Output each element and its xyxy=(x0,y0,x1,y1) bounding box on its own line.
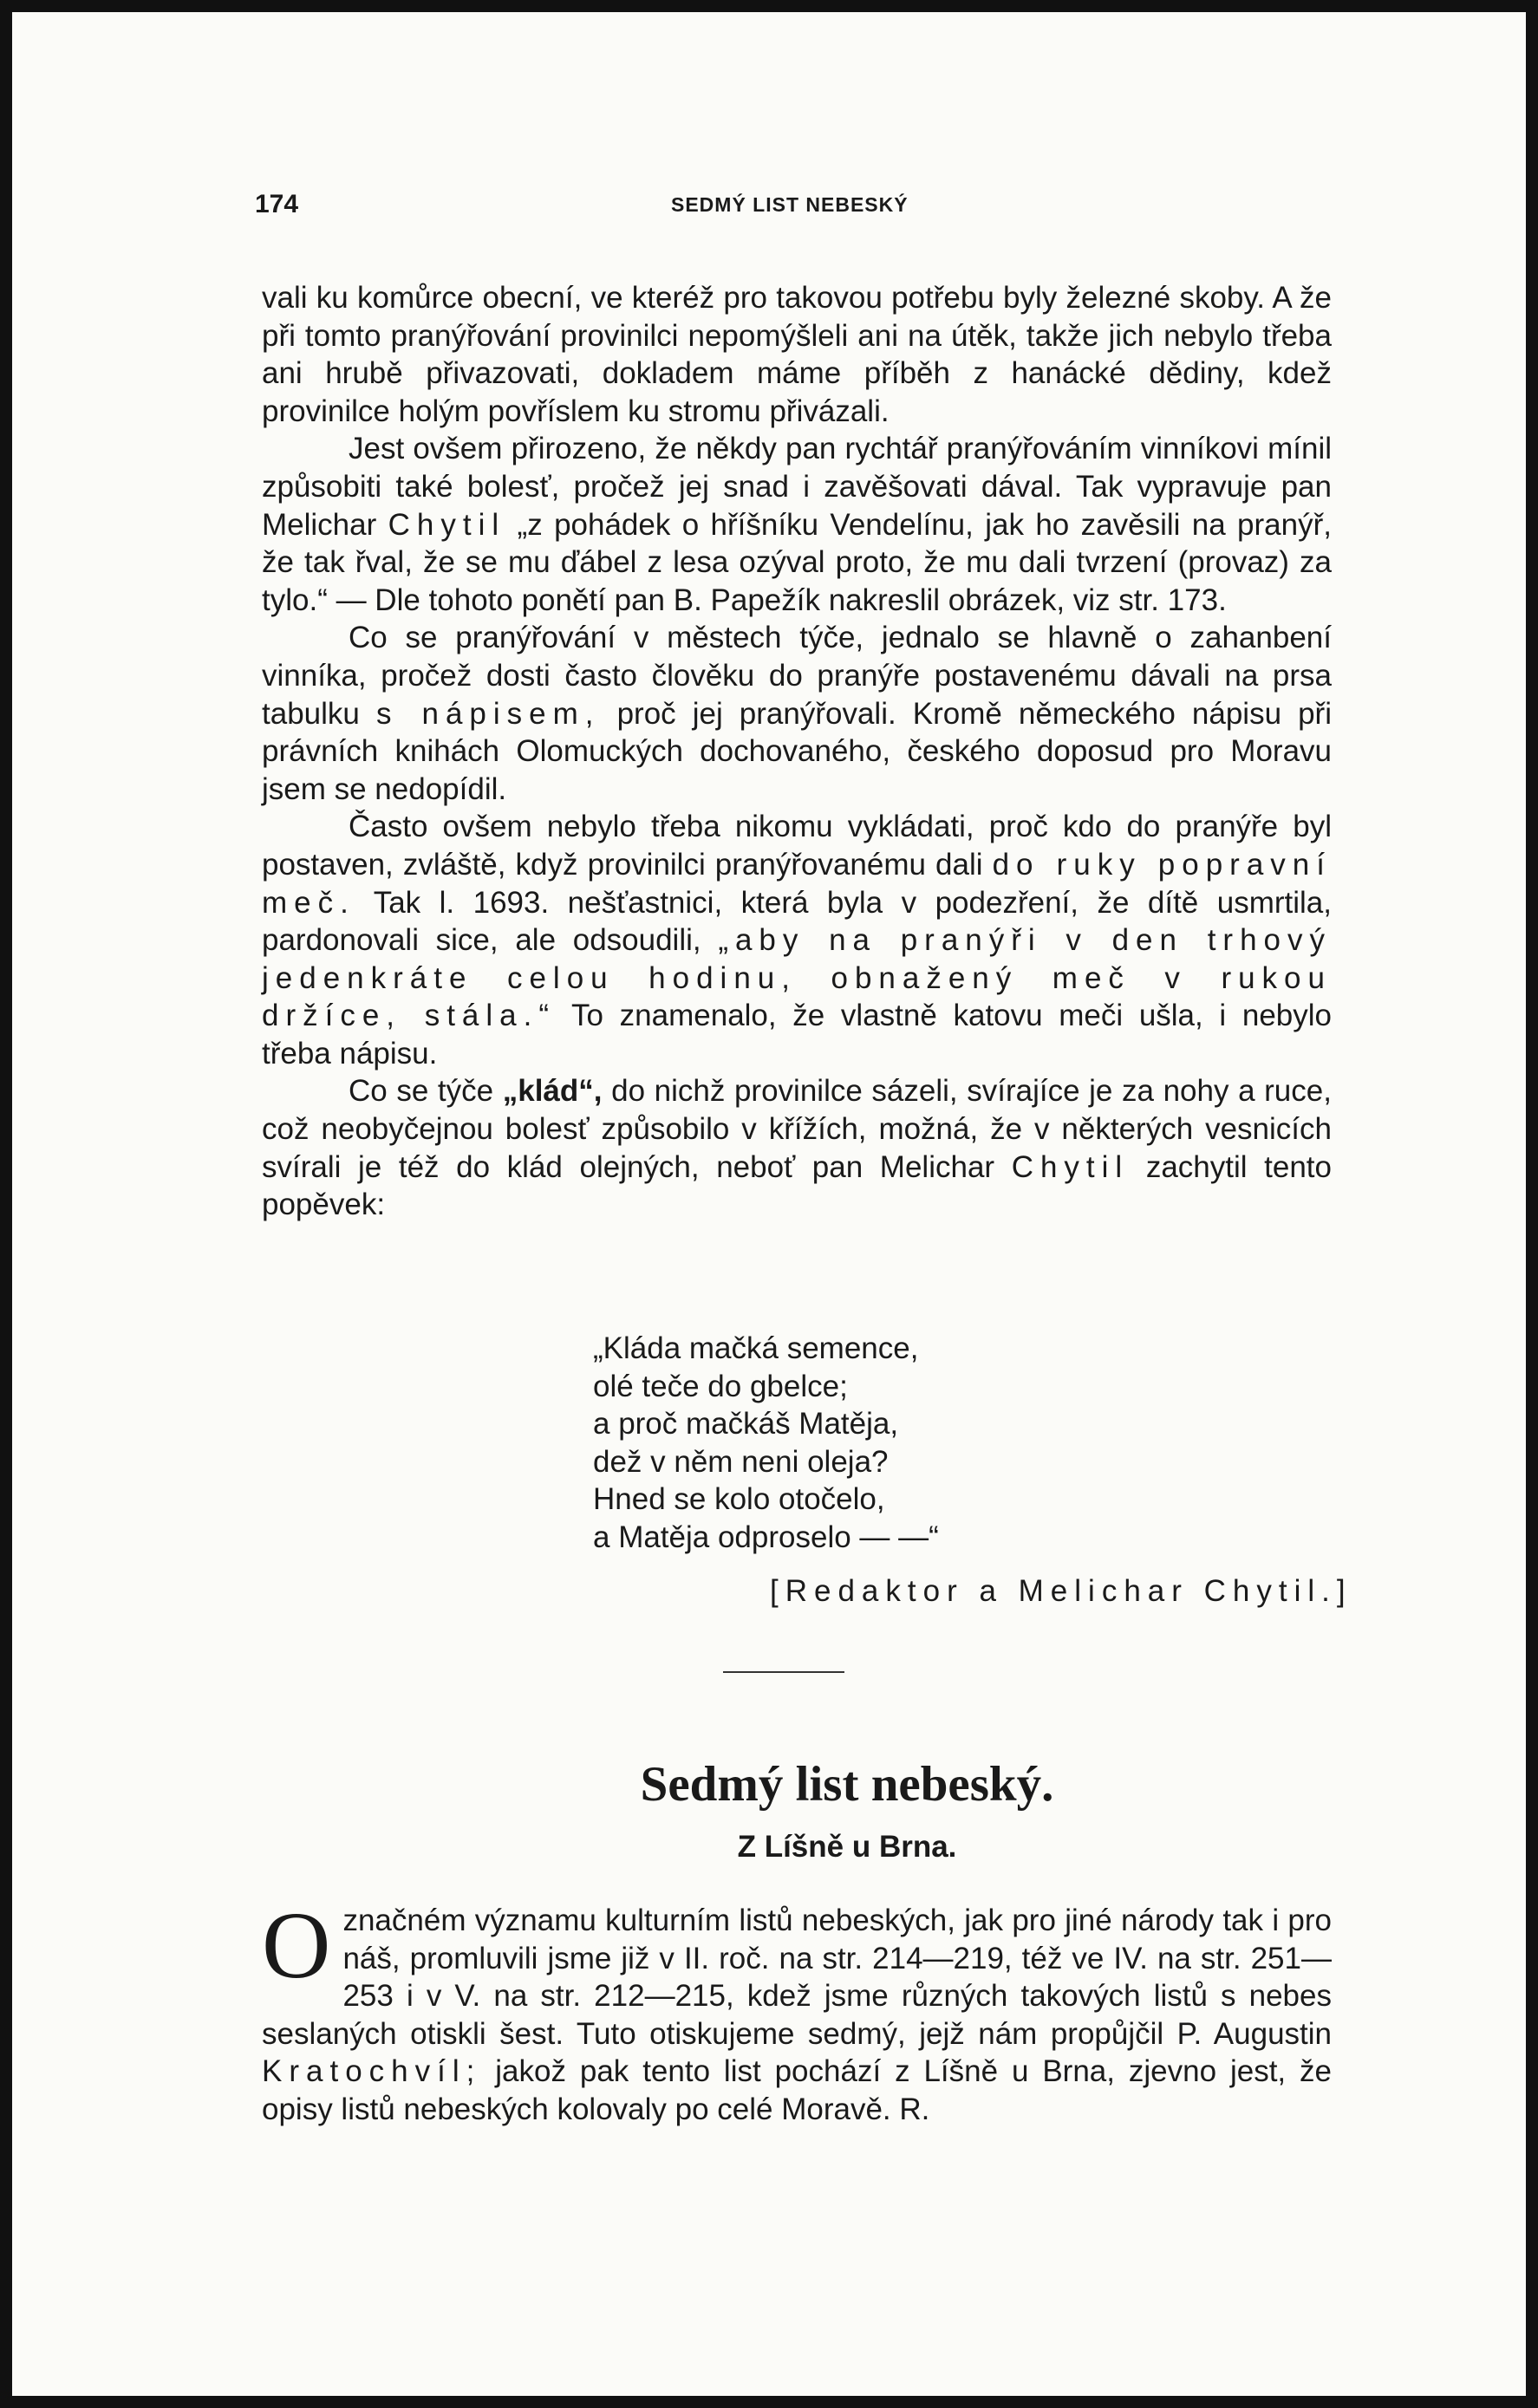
poem xyxy=(593,1330,939,1557)
main-text xyxy=(262,279,1332,1224)
spaced-quote: „aby na pranýři v den trhový jedenkráte celou hodinu, obnažený meč v rukou držíce, stála.“ xyxy=(262,923,1332,1033)
spaced-name: Chytil xyxy=(388,507,506,542)
paragraph-4-text-a: Často ovšem nebylo třeba nikomu vykládati, proč kdo do pranýře byl postaven, zvláště, když provinilci pranýřovanému dali xyxy=(262,810,1332,882)
paragraph-4 xyxy=(262,808,1332,1072)
article-title: Sedmý list nebeský. xyxy=(640,1757,1054,1812)
paragraph-2-text-a: Jest ovšem přirozeno, že někdy pan rychtář pranýřováním vinníkovi mínil způsobiti také bolesť, pročež jej snad i zavěšovati dával. Tak vypravuje pan Melichar xyxy=(262,432,1332,542)
book-page xyxy=(12,12,1526,2396)
running-head: SEDMÝ LIST NEBESKÝ xyxy=(671,193,909,216)
drop-cap: O xyxy=(262,1892,331,1998)
article-intro xyxy=(262,1892,1333,2129)
paragraph-1-text: vali ku komůrce obecní, ve kteréž pro takovou potřebu byly železné skoby. A že při tomto pranýřování provinilci nepomýšleli ani na útěk, takže jich nebylo třeba ani hrubě přivazovati, dokladem máme příběh z hanácké dědiny, kdež provinilce holým povříslem ku stromu přivázali. xyxy=(262,281,1332,428)
spaced-name: Kratochvíl; xyxy=(262,2054,482,2089)
paragraph-2 xyxy=(262,430,1332,619)
paragraph-3-text-a: Co se pranýřování v městech týče, jednalo se hlavně o zahanbení vinníka, pročež dosti často člověku do pranýře postavenému dávali na prsa tabulku xyxy=(262,621,1332,731)
paragraph-3 xyxy=(262,619,1332,808)
paragraph-5-text-c: zachytil tento popěvek: xyxy=(262,1149,1332,1222)
paragraph-4-text-b: Tak l. 1693. nešťastnici, která byla v podezření, že dítě usmrtila, pardonovali sice, ale odsoudili, xyxy=(262,885,1332,958)
bold-term: „klád“, xyxy=(502,1074,603,1109)
poem-line: „Kláda mačká semence, xyxy=(593,1331,919,1365)
poem-line: olé teče do gbelce; xyxy=(593,1369,848,1403)
page-header xyxy=(255,190,1321,225)
paragraph-2-text-b: „z pohádek o hříšníku Vendelínu, jak ho zavěsili na pranýř, že tak řval, že se mu ďábel z lesa ozýval proto, že mu dali tvrzení (provaz) za tylo.“ — Dle tohoto ponětí pan B. Papežík nakreslil obrázek, viz str. 173. xyxy=(262,507,1332,617)
section-divider xyxy=(723,1671,844,1673)
paragraph-4-text-c: To znamenalo, že vlastně katovu meči ušla, i nebylo třeba nápisu. xyxy=(262,999,1332,1071)
spaced-phrase: do ruky popravní meč. xyxy=(262,847,1332,920)
paragraph-5 xyxy=(262,1072,1332,1223)
paragraph-3-text-b: proč jej pranýřovali. Kromě německého nápisu při právních knihách Olomuckých dochovaného, českého doposud pro Moravu jsem se nedopídil. xyxy=(262,696,1332,806)
article-subtitle: Z Líšně u Brna. xyxy=(737,1830,957,1864)
spaced-phrase: s nápisem, xyxy=(375,696,601,731)
paragraph-5-text-a: Co se týče xyxy=(349,1074,494,1109)
spaced-name: Chytil xyxy=(1011,1149,1130,1184)
paragraph-1 xyxy=(262,279,1332,430)
poem-line: dež v něm neni oleja? xyxy=(593,1444,889,1479)
poem-line: a Matěja odproselo — —“ xyxy=(593,1520,939,1554)
poem-line: Hned se kolo otočelo, xyxy=(593,1482,885,1517)
paragraph-5-text-b: do nichž provinilce sázeli, svírajíce je za nohy a ruce, což neobyčejnou bolesť způsobilo v křížích, možná, že v některých vesnicích svírali je též do klád olejných, neboť pan Melichar xyxy=(262,1074,1332,1184)
poem-line: a proč mačkáš Matěja, xyxy=(593,1407,899,1442)
intro-text-a: značném významu kulturním listů nebeských, jak pro jiné národy tak i pro náš, promluvili jsme již v II. roč. na str. 214—219, též ve IV. na str. 251—253 i v V. na str. 212—215, kdež jsme různých takových listů s nebes seslaných otiskli šest. Tuto otiskujeme sedmý, jejž nám propůjčil P. Augustin xyxy=(262,1904,1332,2051)
intro-text-b: jakož pak tento list pochází z Líšně u Brna, zjevno jest, že opisy listů nebeských kolovaly po celé Moravě. R. xyxy=(262,2054,1333,2126)
signature: [Redaktor a Melichar Chytil.] xyxy=(770,1574,1352,1608)
page-number: 174 xyxy=(255,190,299,218)
